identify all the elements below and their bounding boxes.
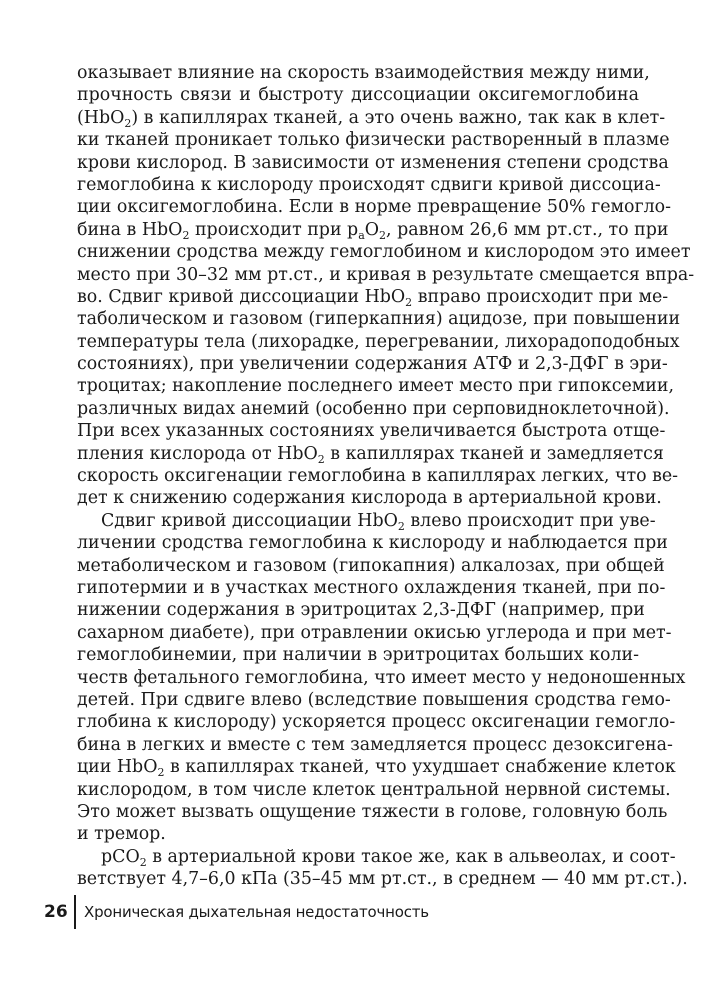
text-line [77, 510, 656, 533]
text-fragment: крови кислород. В зависимости от изменения степени сродства [77, 152, 669, 173]
text-fragment: (HbO [77, 107, 125, 128]
text-fragment: троцитах; накопление последнего имеет место при гипоксемии, [77, 376, 675, 397]
text-fragment: пления кислорода от HbO [77, 443, 318, 464]
text-fragment: нижении содержания в эритроцитах 2,3-ДФГ (например, при [77, 600, 645, 621]
text-fragment: и тремор. [77, 824, 166, 845]
text-line [77, 152, 669, 174]
text-fragment: рСО [101, 846, 140, 867]
footer-divider [74, 895, 76, 929]
text-line [77, 555, 665, 577]
text-line [77, 801, 668, 823]
text-fragment: место при 30–32 мм рт.ст., и кривая в результате смещается впра- [77, 264, 695, 285]
text-fragment: во. Сдвиг кривой диссоциации HbO [77, 286, 406, 307]
text-line [77, 532, 668, 554]
text-fragment: в капиллярах тканей, что ухудшает снабжение клеток [164, 757, 676, 778]
text-line [77, 353, 668, 375]
text-line [77, 689, 671, 711]
text-line [77, 241, 691, 263]
subscript: 2 [157, 766, 165, 780]
text-line [77, 174, 661, 196]
text-line [77, 644, 639, 666]
subscript: 2 [139, 855, 147, 869]
text-fragment: глобина к кислороду) ускоряется процесс оксигенации гемогло- [77, 712, 676, 733]
text-fragment: температуры тела (лихорадке, перегревании, лихорадоподобных [77, 331, 680, 352]
page-number: 26 [44, 902, 68, 922]
subscript: 2 [124, 116, 132, 130]
text-fragment: При всех указанных состояниях увеличивается быстрота отще- [77, 421, 666, 442]
text-fragment: состояниях), при увеличении содержания АТФ и 2,3-ДФГ в эри- [77, 354, 668, 375]
text-fragment: гемоглобинемии, при наличии в эритроцитах больших коли- [77, 645, 639, 666]
running-title: Хроническая дыхательная недостаточность [84, 903, 429, 921]
text-line [77, 599, 645, 621]
text-fragment: снижении сродства между гемоглобином и кислородом это имеет [77, 242, 691, 263]
page-footer [44, 895, 429, 929]
text-fragment: , равном 26,6 мм рт.ст., то при [386, 219, 669, 240]
subscript: 2 [317, 452, 325, 466]
text-line [77, 308, 681, 330]
text-line [77, 711, 676, 733]
body-text [77, 62, 695, 890]
text-fragment: бина в легких и вместе с тем замедляется процесс дезоксигена- [77, 734, 673, 755]
subscript: 2 [182, 228, 190, 242]
text-line [77, 756, 676, 780]
text-fragment: ветствует 4,7–6,0 кПа (35–45 мм рт.ст., в среднем — 40 мм рт.ст.). [77, 869, 688, 890]
text-fragment: бина в HbO [77, 219, 183, 240]
text-fragment: Это может вызвать ощущение тяжести в голове, головную боль [77, 801, 668, 822]
text-fragment: ции оксигемоглобина. Если в норме превращение 50% гемогло- [77, 197, 671, 218]
text-fragment: гипотермии и в участках местного охлаждения тканей, при по- [77, 577, 666, 598]
text-fragment: в капиллярах тканей и замедляется [324, 443, 664, 464]
text-fragment: влево происходит при уве- [404, 510, 656, 531]
text-line [77, 846, 676, 869]
text-fragment: метаболическом и газовом (гипокапния) алкалозах, при общей [77, 555, 665, 576]
subscript: 2 [379, 228, 387, 242]
text-fragment: прочность связи и быстроту диссоциации оксигемоглобина [77, 85, 639, 106]
text-line [77, 487, 662, 509]
text-line [77, 420, 666, 442]
text-line [77, 622, 672, 644]
text-fragment: сахарном диабете), при отравлении окисью углерода и при мет- [77, 622, 672, 643]
subscript: а [358, 228, 365, 242]
text-fragment: O [364, 219, 380, 240]
text-fragment: личении сродства гемоглобина к кислороду и наблюдается при [77, 533, 668, 554]
text-fragment: оказывает влияние на скорость взаимодействия между ними, [77, 63, 650, 83]
paragraph [77, 510, 686, 846]
text-line [77, 577, 666, 599]
text-line [77, 331, 680, 353]
text-line [77, 734, 673, 756]
text-line [77, 84, 639, 106]
text-line [77, 129, 670, 151]
text-line [77, 375, 675, 397]
text-fragment: кислородом, в том числе клеток центральной нервной системы. [77, 779, 671, 800]
paragraph [77, 62, 695, 510]
text-line [77, 286, 669, 309]
text-fragment: ки тканей проникает только физически растворенный в плазме [77, 130, 670, 151]
text-fragment: Сдвиг кривой диссоциации HbO [101, 510, 398, 531]
text-line [77, 196, 671, 218]
text-fragment: таболическом и газовом (гиперкапния) ацидозе, при повышении [77, 309, 681, 330]
text-line [77, 219, 669, 242]
paragraph [77, 846, 688, 891]
text-line [77, 823, 639, 845]
text-line [77, 62, 650, 84]
subscript: 2 [397, 519, 405, 533]
text-fragment: детей. При сдвиге влево (вследствие повышения сродства гемо- [77, 689, 671, 710]
text-fragment: в артериальной крови такое же, как в альвеолах, и соот- [146, 846, 676, 867]
text-line [77, 443, 664, 466]
subscript: 2 [405, 295, 413, 309]
text-line [77, 264, 695, 286]
text-line [77, 398, 670, 420]
text-fragment: ) в капиллярах тканей, а это очень важно, так как в клет- [131, 107, 666, 128]
text-fragment: гемоглобина к кислороду происходят сдвиги кривой диссоциа- [77, 174, 661, 195]
text-fragment: различных видах анемий (особенно при серповидноклеточной). [77, 398, 670, 419]
text-line [77, 667, 686, 689]
text-line [77, 465, 679, 487]
text-fragment: вправо происходит при ме- [412, 286, 669, 307]
text-line [77, 779, 671, 801]
text-line [77, 107, 666, 130]
text-fragment: дет к снижению содержания кислорода в артериальной крови. [77, 488, 662, 509]
text-line [77, 868, 688, 890]
text-fragment: происходит при р [189, 219, 359, 240]
text-fragment: честв фетального гемоглобина, что имеет место у недоношенных [77, 667, 686, 688]
text-fragment: скорость оксигенации гемоглобина в капиллярах легких, что ве- [77, 466, 679, 487]
text-fragment: ции HbO [77, 757, 158, 778]
